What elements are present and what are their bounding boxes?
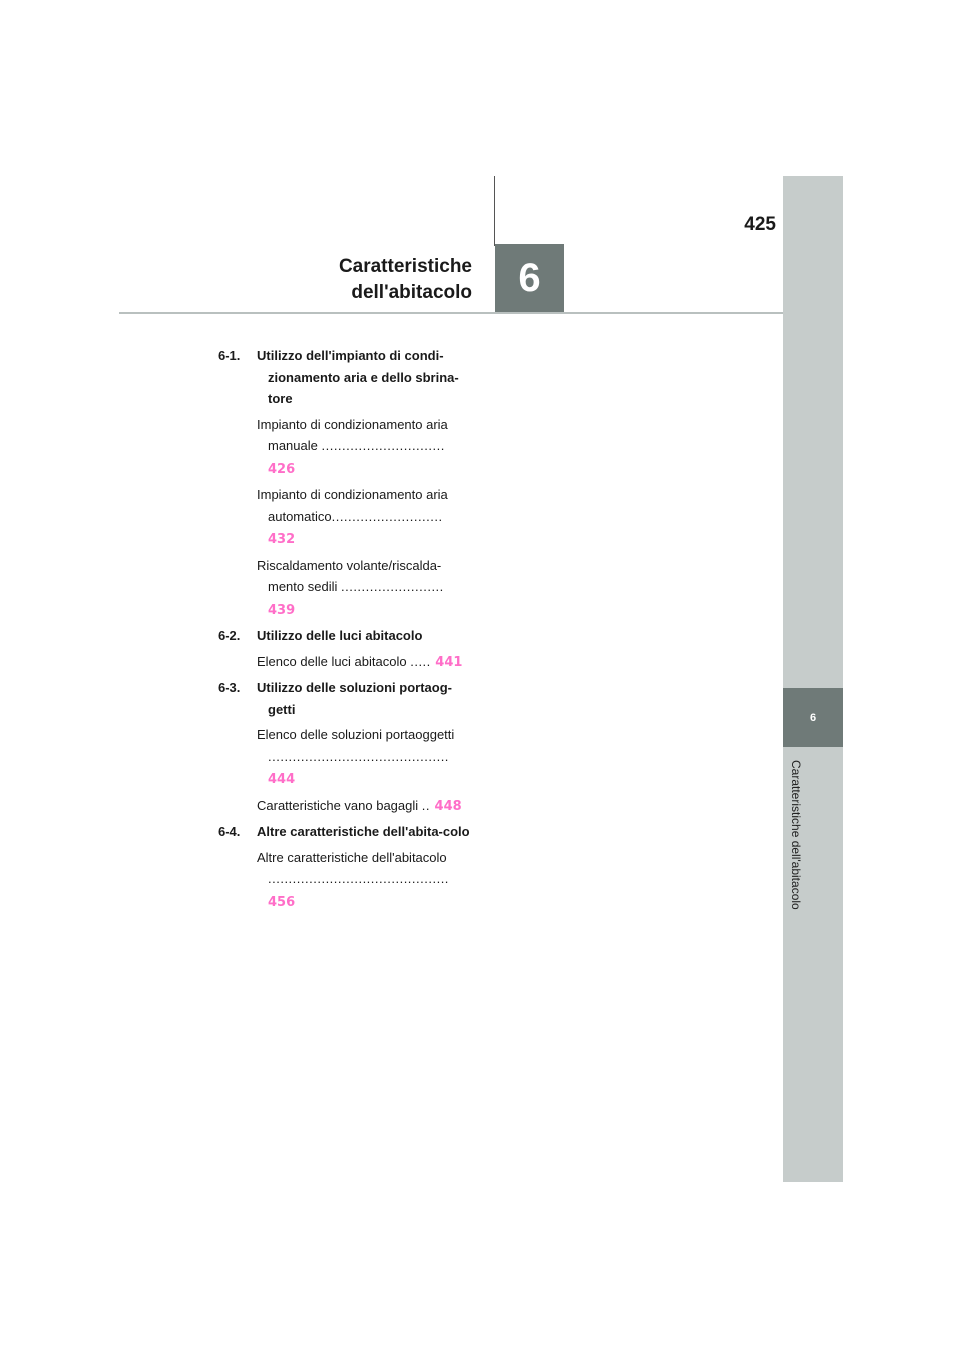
toc-entry-leader: ......................... [340, 579, 444, 594]
side-strip [783, 176, 843, 1182]
toc-entry-page-link[interactable]: 441 [430, 654, 463, 670]
toc-section [218, 677, 470, 720]
toc-entry[interactable] [257, 724, 470, 791]
toc-entry-text: Elenco delle soluzioni portaoggetti [257, 727, 455, 742]
toc-section [218, 821, 470, 843]
toc-entry[interactable] [257, 414, 470, 481]
toc-entry-leader: ............................................ [268, 748, 449, 764]
toc-entry-page-link[interactable]: 448 [430, 798, 462, 814]
toc-entry-page-link[interactable]: 432 [268, 532, 296, 547]
toc-entry-leader: .. [421, 797, 430, 813]
chapter-title [300, 254, 472, 306]
toc-entry[interactable] [257, 484, 470, 551]
header-rule [119, 312, 783, 314]
toc-section-number: 6-2. [218, 628, 241, 643]
toc-entry-text: Altre caratteristiche dell'abitacolo [257, 849, 447, 865]
toc-entry-page-link[interactable]: 426 [268, 461, 296, 477]
toc-entry-text: Impianto di condizionamento aria automatico [257, 487, 448, 524]
toc-entry-text: Impianto di condizionamento aria manuale [257, 416, 448, 453]
toc-entry-page-link[interactable]: 444 [268, 772, 296, 787]
toc-entry-leader: ............................................ [268, 871, 449, 886]
toc-section-number: 6-3. [218, 680, 241, 695]
page-number: 425 [744, 214, 776, 235]
toc-entry-text: Riscaldamento volante/riscalda-mento sedili [257, 557, 442, 594]
chapter-number-box: 6 [495, 244, 564, 313]
toc-section [218, 625, 470, 647]
toc-entry[interactable] [257, 795, 470, 818]
toc-entry[interactable] [257, 847, 470, 914]
side-chapter-label: Caratteristiche dell'abitacolo [789, 760, 803, 910]
toc-section-number: 6-1. [218, 348, 241, 363]
toc-section-title[interactable]: Utilizzo delle soluzioni portaog-getti [257, 680, 452, 717]
chapter-title-line1: Caratteristiche [338, 256, 472, 277]
table-of-contents [218, 345, 470, 917]
header-divider [494, 176, 495, 246]
toc-section-title[interactable]: Utilizzo delle luci abitacolo [257, 628, 423, 643]
toc-entry-page-link[interactable]: 439 [268, 602, 296, 618]
toc-entry-leader: ........................... [331, 508, 443, 524]
toc-entry-text: Caratteristiche vano bagagli [257, 797, 422, 813]
toc-entry[interactable] [257, 555, 470, 622]
toc-entry-leader: ..... [410, 653, 431, 669]
toc-section-title[interactable]: Utilizzo dell'impianto di condi-zionamento aria e dello sbrina-tore [257, 348, 459, 406]
side-chapter-tab[interactable]: 6 [783, 688, 843, 747]
toc-section [218, 345, 470, 410]
chapter-title-line2: dell'abitacolo [351, 282, 472, 303]
toc-entry[interactable] [257, 651, 470, 674]
toc-section-title[interactable]: Altre caratteristiche dell'abita-colo [257, 824, 470, 839]
toc-section-number: 6-4. [218, 824, 241, 839]
toc-entry-leader: .............................. [321, 438, 445, 453]
toc-entry-text: Elenco delle luci abitacolo [257, 653, 411, 669]
toc-entry-page-link[interactable]: 456 [268, 894, 296, 910]
